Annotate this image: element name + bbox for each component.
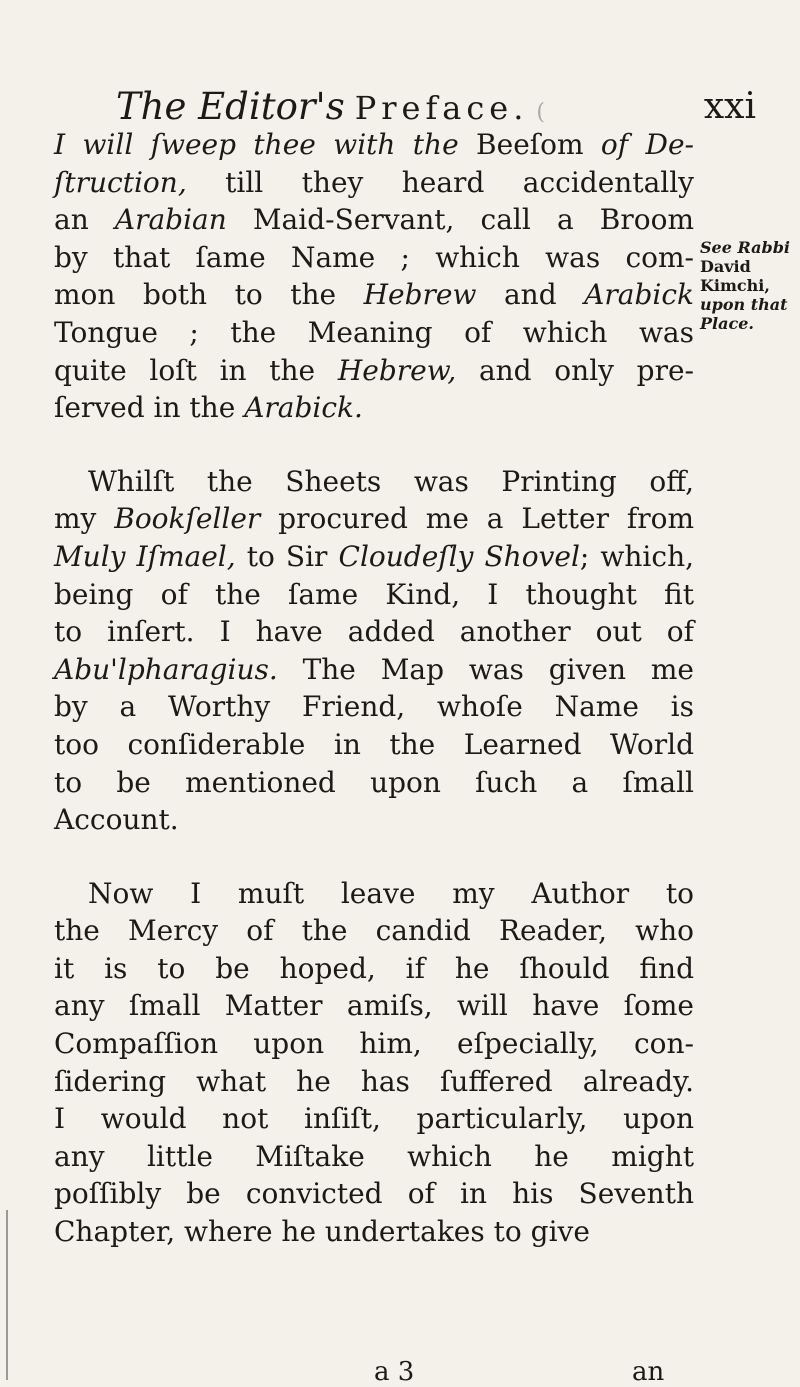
running-header bbox=[116, 82, 756, 132]
text-run: Compaſſion upon him, eſpecially, con- bbox=[54, 1027, 694, 1061]
marginal-line: Place. bbox=[700, 314, 754, 333]
header-title: The Editor's bbox=[116, 85, 345, 128]
text-run: an bbox=[54, 203, 115, 237]
marginal-line: Kimchi, bbox=[700, 276, 770, 295]
text-line bbox=[54, 950, 694, 988]
italic-run: of De- bbox=[600, 128, 694, 161]
text-line bbox=[54, 912, 694, 950]
text-line bbox=[54, 1100, 694, 1138]
italic-run: Arabick bbox=[584, 278, 694, 312]
text-run: ſerved in the bbox=[54, 391, 245, 425]
italic-run: Bookſeller bbox=[114, 502, 261, 536]
text-run: Now I muſt leave my Author to bbox=[88, 876, 694, 910]
text-run: Tongue ; the Meaning of which was bbox=[54, 315, 694, 349]
paragraph bbox=[54, 463, 694, 839]
catchword: an bbox=[632, 1357, 665, 1387]
text-run: by a Worthy Friend, whoſe Name is bbox=[54, 690, 694, 724]
text-line bbox=[54, 1063, 694, 1101]
text-line bbox=[54, 201, 694, 239]
italic-run: Abu'lpharagius. bbox=[54, 652, 278, 686]
text-line bbox=[54, 576, 694, 614]
text-line bbox=[54, 1025, 694, 1063]
marginal-line: David bbox=[700, 257, 751, 276]
text-run: any little Miſtake which he might bbox=[54, 1139, 694, 1173]
signature-mark: a 3 bbox=[374, 1357, 415, 1387]
italic-run: Hebrew, bbox=[337, 353, 457, 387]
text-run: quite loſt in the bbox=[54, 353, 338, 387]
text-line bbox=[54, 314, 694, 352]
text-line bbox=[54, 239, 694, 277]
text-run: procured me a Letter from bbox=[260, 502, 694, 536]
marginal-note bbox=[700, 238, 796, 333]
italic-run: Arabick. bbox=[244, 391, 363, 425]
page-number: xxi bbox=[703, 86, 756, 127]
text-run: poſſibly be convicted of in his Seventh bbox=[54, 1177, 694, 1211]
text-run: too conſiderable in the Learned World bbox=[54, 727, 694, 761]
paragraph-gap bbox=[54, 427, 694, 463]
italic-run: Hebrew bbox=[363, 278, 477, 312]
text-run: being of the ſame Kind, I thought fit bbox=[54, 577, 694, 611]
text-line bbox=[54, 726, 694, 764]
text-line bbox=[54, 276, 694, 314]
italic-run: Cloudeſly Shovel bbox=[338, 539, 580, 573]
text-run: The Map was given me bbox=[277, 652, 694, 686]
text-line bbox=[54, 126, 694, 164]
text-line bbox=[54, 688, 694, 726]
text-run: ſidering what he has ſuffered already. bbox=[54, 1064, 694, 1098]
text-run: to inſert. I have added another out of bbox=[54, 615, 694, 649]
text-run: the Mercy of the candid Reader, who bbox=[54, 914, 694, 948]
text-run: I would not inſiſt, particularly, upon bbox=[54, 1102, 694, 1136]
marginal-line: See Rabbi bbox=[700, 238, 790, 257]
paragraph bbox=[54, 875, 694, 1251]
text-line bbox=[54, 538, 694, 576]
text-line bbox=[54, 801, 694, 839]
text-run: Maid-Servant, call a Broom bbox=[226, 203, 694, 237]
body-text bbox=[54, 126, 694, 1251]
text-run: my bbox=[54, 502, 115, 536]
paragraph bbox=[54, 126, 694, 427]
text-run: mon both to the bbox=[54, 278, 364, 312]
text-run: till they heard accidentally bbox=[186, 165, 694, 199]
text-run: ; which, bbox=[579, 539, 695, 573]
text-line bbox=[54, 463, 694, 501]
italic-run: Muly Iſmael, bbox=[54, 539, 236, 573]
italic-run: ſtruction, bbox=[54, 165, 187, 199]
text-run: Account. bbox=[54, 803, 179, 837]
text-run: it is to be hoped, if he ſhould find bbox=[54, 951, 694, 985]
marginal-line: upon that bbox=[700, 295, 788, 314]
text-run: Whilſt the Sheets was Printing off, bbox=[88, 464, 694, 498]
text-run: Beeſom bbox=[458, 128, 601, 161]
header-preface: Preface. bbox=[354, 89, 529, 127]
margin-rule bbox=[6, 1210, 8, 1380]
text-line bbox=[54, 500, 694, 538]
text-line bbox=[54, 613, 694, 651]
text-line bbox=[54, 764, 694, 802]
paragraph-gap bbox=[54, 839, 694, 875]
text-run: Chapter, where he undertakes to give bbox=[54, 1215, 590, 1249]
text-run: and only pre- bbox=[456, 353, 695, 387]
text-run: any ſmall Matter amiſs, will have ſome bbox=[54, 989, 694, 1023]
italic-run: I will ſweep thee with the bbox=[54, 128, 459, 161]
text-line bbox=[54, 164, 694, 202]
header-mark: ( bbox=[536, 100, 545, 125]
text-line bbox=[54, 987, 694, 1025]
text-line bbox=[54, 1175, 694, 1213]
text-line bbox=[54, 1213, 694, 1251]
text-line bbox=[54, 1138, 694, 1176]
text-run: to Sir bbox=[235, 539, 339, 573]
text-line bbox=[54, 352, 694, 390]
text-line bbox=[54, 389, 694, 427]
text-run: to be mentioned upon ſuch a ſmall bbox=[54, 765, 694, 799]
text-line bbox=[54, 875, 694, 913]
text-line bbox=[54, 651, 694, 689]
text-run: by that ſame Name ; which was com- bbox=[54, 240, 694, 274]
italic-run: Arabian bbox=[114, 203, 227, 237]
text-run: and bbox=[476, 278, 585, 312]
